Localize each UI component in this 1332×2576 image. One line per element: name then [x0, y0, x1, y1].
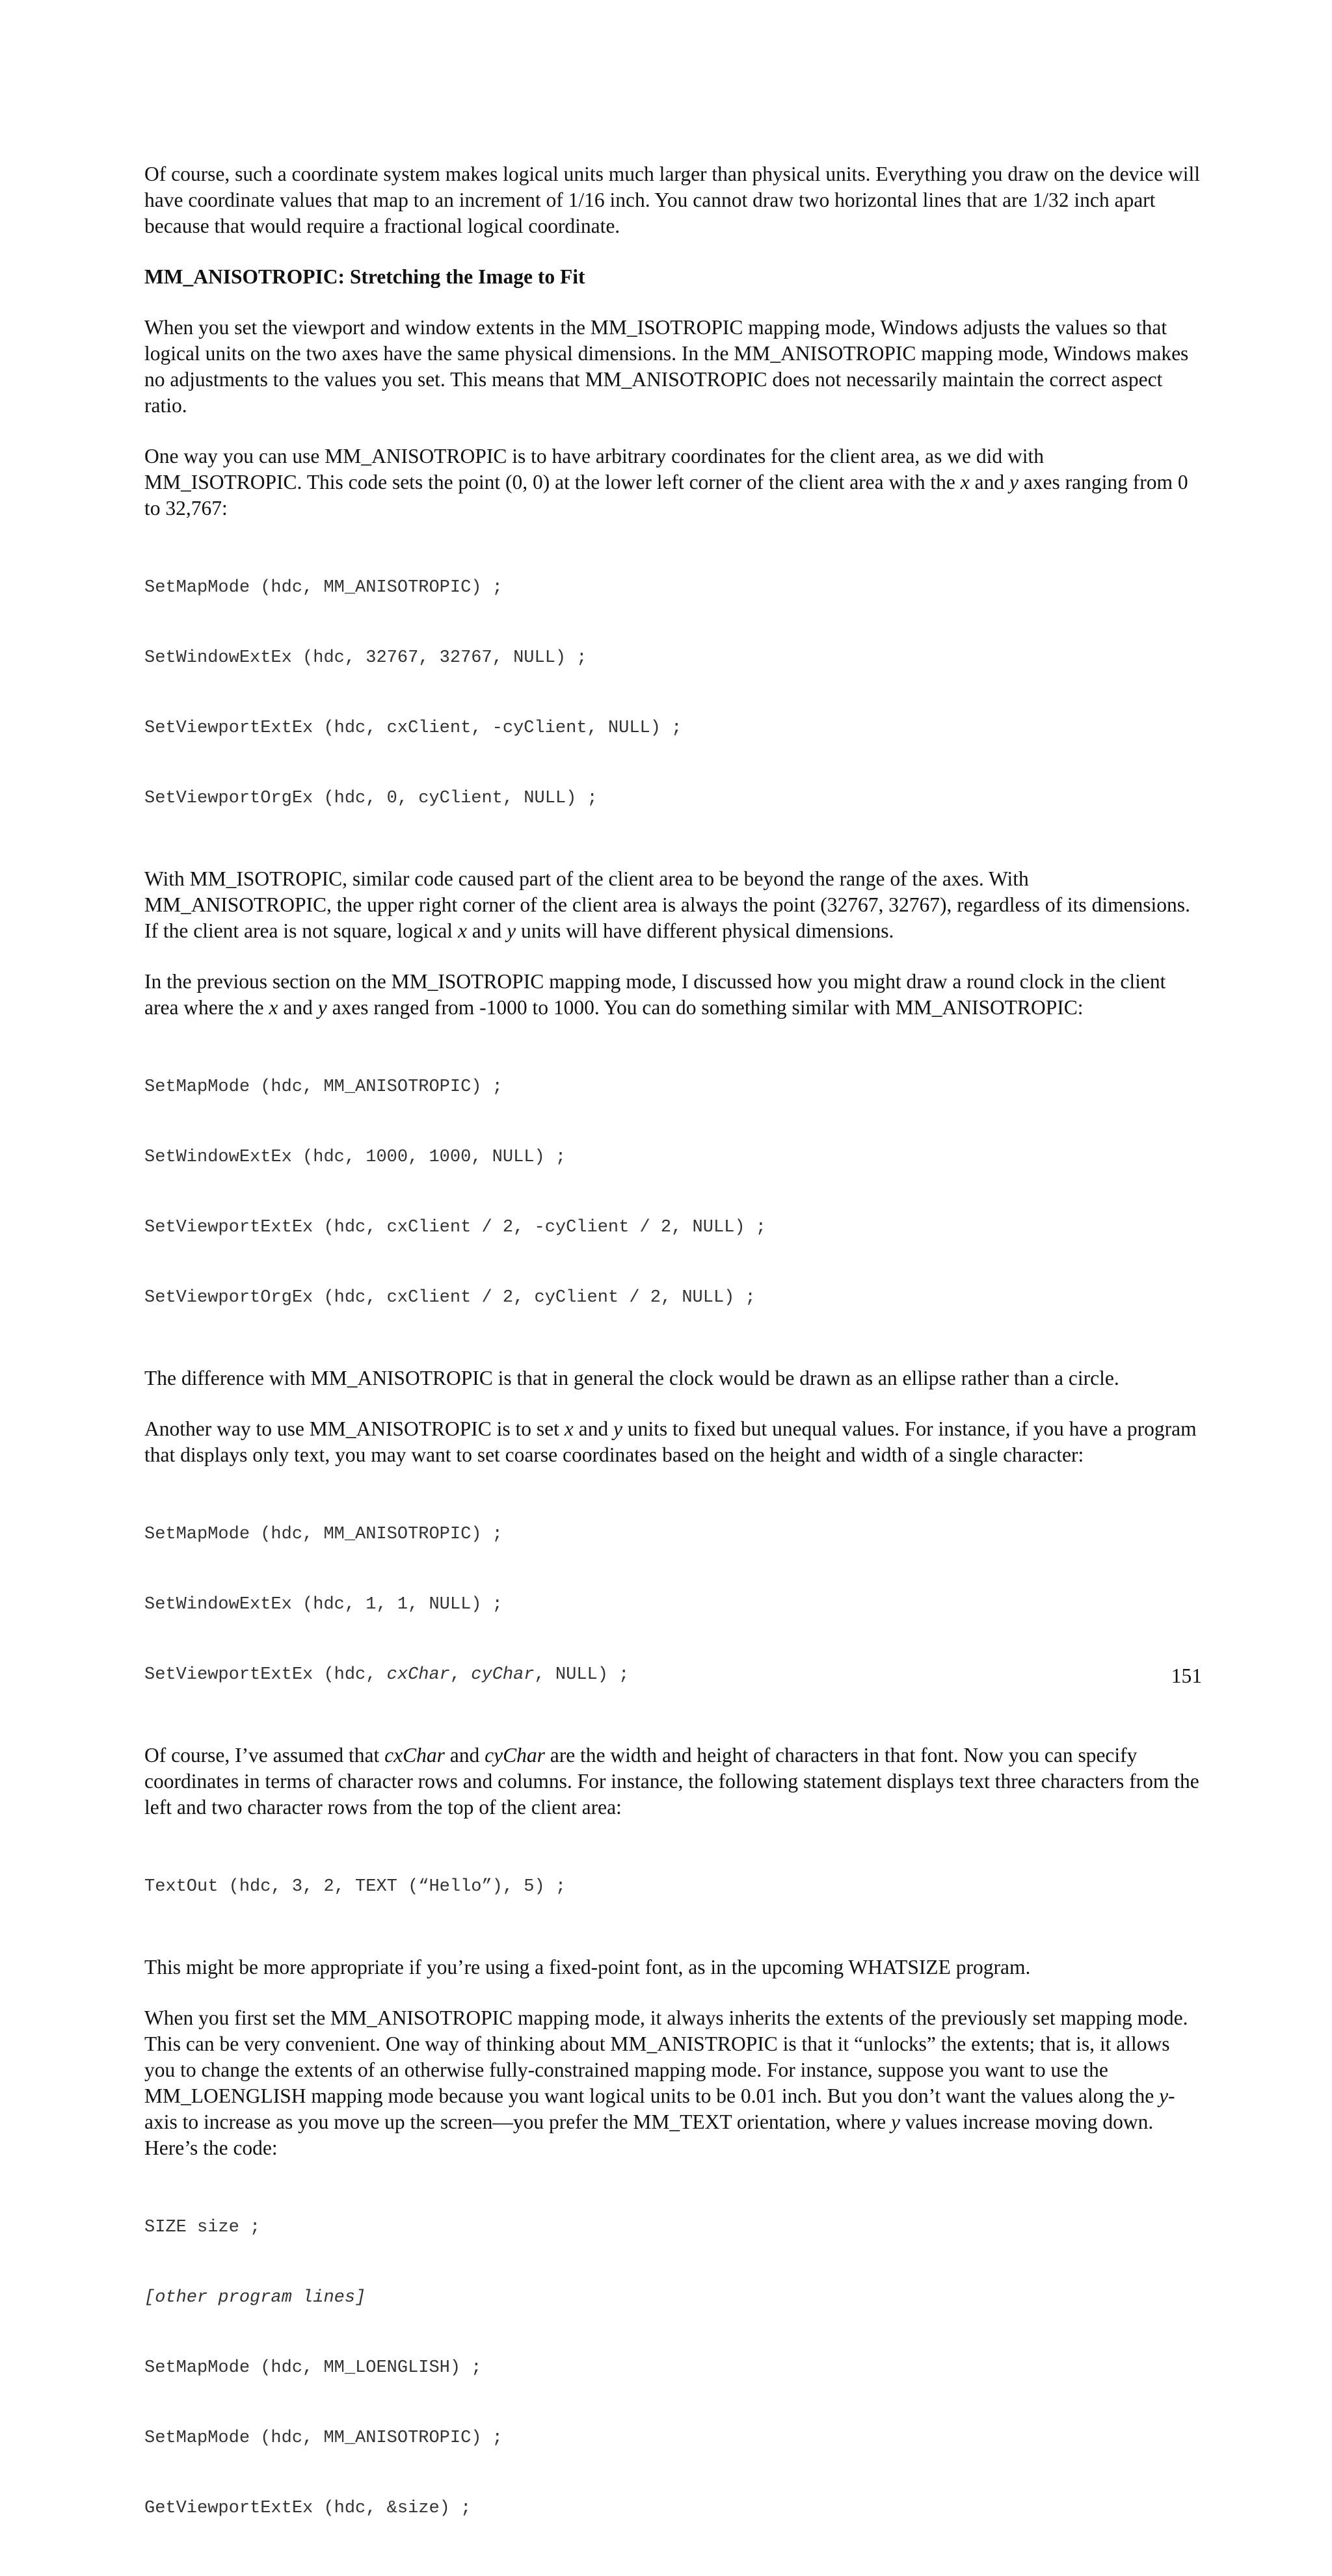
code-line: SetViewportOrgEx (hdc, 0, cyClient, NULL) ; — [144, 789, 598, 808]
code-line: SetWindowExtEx (hdc, 1, 1, NULL) ; — [144, 1595, 503, 1614]
code-comment: [other program lines] — [144, 2288, 366, 2307]
italic-y: y — [890, 2110, 900, 2133]
code-line: SetWindowExtEx (hdc, 32767, 32767, NULL) ; — [144, 648, 587, 668]
code-line: SetMapMode (hdc, MM_ANISOTROPIC) ; — [144, 578, 503, 598]
text-run: and — [466, 919, 507, 942]
code-line: SetMapMode (hdc, MM_ANISOTROPIC) ; — [144, 2428, 503, 2448]
paragraph-round-clock — [144, 969, 1202, 1021]
section-heading: MM_ANISOTROPIC: Stretching the Image to Fit — [144, 265, 585, 288]
code-line: TextOut (hdc, 3, 2, TEXT (“Hello”), 5) ; — [144, 1877, 566, 1897]
code-line: SetViewportOrgEx (hdc, cxClient / 2, cyClient / 2, NULL) ; — [144, 1288, 756, 1308]
paragraph-fixed-point-font: This might be more appropriate if you’re using a fixed-point font, as in the upcoming WHATSIZE program. — [144, 1956, 1031, 1978]
text-run: and — [278, 996, 318, 1019]
italic-x: x — [564, 1417, 574, 1440]
text-run: One way you can use MM_ANISOTROPIC is to have arbitrary coordinates for the client area, as we did with MM_ISOTROPIC. This code sets the point (0, 0) at the lower left corner of the client area with the — [144, 445, 1045, 493]
code-block-5 — [144, 2169, 1202, 2567]
code-block-2 — [144, 1029, 1202, 1356]
code-block-1 — [144, 529, 1202, 857]
text-run: and — [573, 1417, 613, 1440]
paragraph-anisotropic-intro: When you set the viewport and window extents in the MM_ISOTROPIC mapping mode, Windows adjusts the values so that logical units on the two axes have the same physical dimensions. In the MM_ANISOTROPIC mapping mode, Windows makes no adjustments to the values you set. This means that MM_ANISOTROPIC does not necessarily maintain the correct aspect ratio. — [144, 316, 1189, 417]
paragraph-ellipse: The difference with MM_ANISOTROPIC is that in general the clock would be drawn as an ellipse rather than a circle. — [144, 1367, 1119, 1389]
italic-cxchar: cxChar — [384, 1744, 445, 1767]
text-run: units to fixed but unequal values. For instance, if you have a program that displays only text, you may want to set coarse coordinates based on the height and width of a single character: — [144, 1417, 1197, 1466]
paragraph-fixed-unequal-units — [144, 1416, 1202, 1468]
text-run: -axis to increase as you move up the screen—you prefer the MM_TEXT orientation, where — [144, 2084, 1175, 2133]
code-italic-cychar: cyChar — [471, 1665, 535, 1685]
text-run: and — [969, 471, 1009, 493]
code-line: SetViewportExtEx (hdc, cxClient, -cyClient, NULL) ; — [144, 718, 682, 738]
code-line: SIZE size ; — [144, 2218, 261, 2237]
paragraph-inherits-extents — [144, 2005, 1202, 2161]
code-italic-cxchar: cxChar — [386, 1665, 450, 1685]
text-run: When you first set the MM_ANISOTROPIC mapping mode, it always inherits the extents of the previously set mapping mode. This can be very convenient. One way of thinking about MM_ANISTROPIC is that it “unlocks” the extents; that is, it allows you to change the extents of an otherwise fully-constrained mapping mode. For instance, suppose you want to use the MM_LOENGLISH mapping mode because you want logical units to be 0.01 inch. But you don’t want the values along the — [144, 2006, 1188, 2107]
code-line: SetViewportExtEx (hdc, cxClient / 2, -cyClient / 2, NULL) ; — [144, 1218, 766, 1237]
paragraph-fractional-coordinate: Of course, such a coordinate system makes logical units much larger than physical units. Everything you draw on the device will have coordinate values that map to an increment of 1/16 inch. You cannot draw two horizontal lines that are 1/32 inch apart because that would require a fractional logical coordinate. — [144, 163, 1201, 237]
text-run: Of course, I’ve assumed that — [144, 1744, 385, 1767]
italic-x: x — [960, 471, 970, 493]
italic-cychar: cyChar — [485, 1744, 545, 1767]
italic-x: x — [457, 919, 467, 942]
italic-x: x — [269, 996, 278, 1019]
code-run: , NULL) ; — [534, 1665, 630, 1685]
document-page — [144, 161, 1202, 2576]
paragraph-arbitrary-coordinates — [144, 443, 1202, 521]
italic-y: y — [1009, 471, 1019, 493]
italic-y: y — [613, 1417, 622, 1440]
italic-y: y — [507, 919, 516, 942]
text-run: units will have different physical dimensions. — [516, 919, 894, 942]
code-line: SetWindowExtEx (hdc, 1000, 1000, NULL) ; — [144, 1148, 566, 1167]
code-run: SetViewportExtEx (hdc, — [144, 1665, 387, 1685]
code-run: , — [449, 1665, 472, 1685]
code-line: GetViewportExtEx (hdc, &size) ; — [144, 2499, 472, 2518]
text-run: With MM_ISOTROPIC, similar code caused part of the client area to be beyond the range of the axes. With MM_ANISOTROPIC, the upper right corner of the client area is always the point (32767, 32767), regardless of its dimensions. If the client area is not square, logical — [144, 867, 1190, 942]
paragraph-character-rows — [144, 1742, 1202, 1820]
paragraph-upper-right-corner — [144, 866, 1202, 944]
page-number: 151 — [1171, 1664, 1202, 1687]
text-run: values increase moving down. Here’s the code: — [144, 2110, 1154, 2159]
code-block-3 — [144, 1476, 1202, 1733]
text-run: Another way to use MM_ANISOTROPIC is to set — [144, 1417, 565, 1440]
code-block-4 — [144, 1828, 1202, 1945]
text-run: In the previous section on the MM_ISOTROPIC mapping mode, I discussed how you might draw a round clock in the client area where the — [144, 970, 1166, 1019]
italic-y: y — [1159, 2084, 1169, 2107]
code-line — [144, 1663, 1202, 1687]
text-run: are the width and height of characters in that font. Now you can specify coordinates in terms of character rows and columns. For instance, the following statement displays text three characters from the left and two character rows from the top of the client area: — [144, 1744, 1199, 1819]
code-line: SetMapMode (hdc, MM_LOENGLISH) ; — [144, 2358, 482, 2378]
text-run: axes ranged from -1000 to 1000. You can do something similar with MM_ANISOTROPIC: — [326, 996, 1084, 1019]
text-run: axes ranging from 0 to 32,767: — [144, 471, 1188, 519]
text-run: and — [444, 1744, 485, 1767]
code-line: SetMapMode (hdc, MM_ANISOTROPIC) ; — [144, 1077, 503, 1097]
italic-y: y — [317, 996, 327, 1019]
code-line: SetMapMode (hdc, MM_ANISOTROPIC) ; — [144, 1525, 503, 1544]
